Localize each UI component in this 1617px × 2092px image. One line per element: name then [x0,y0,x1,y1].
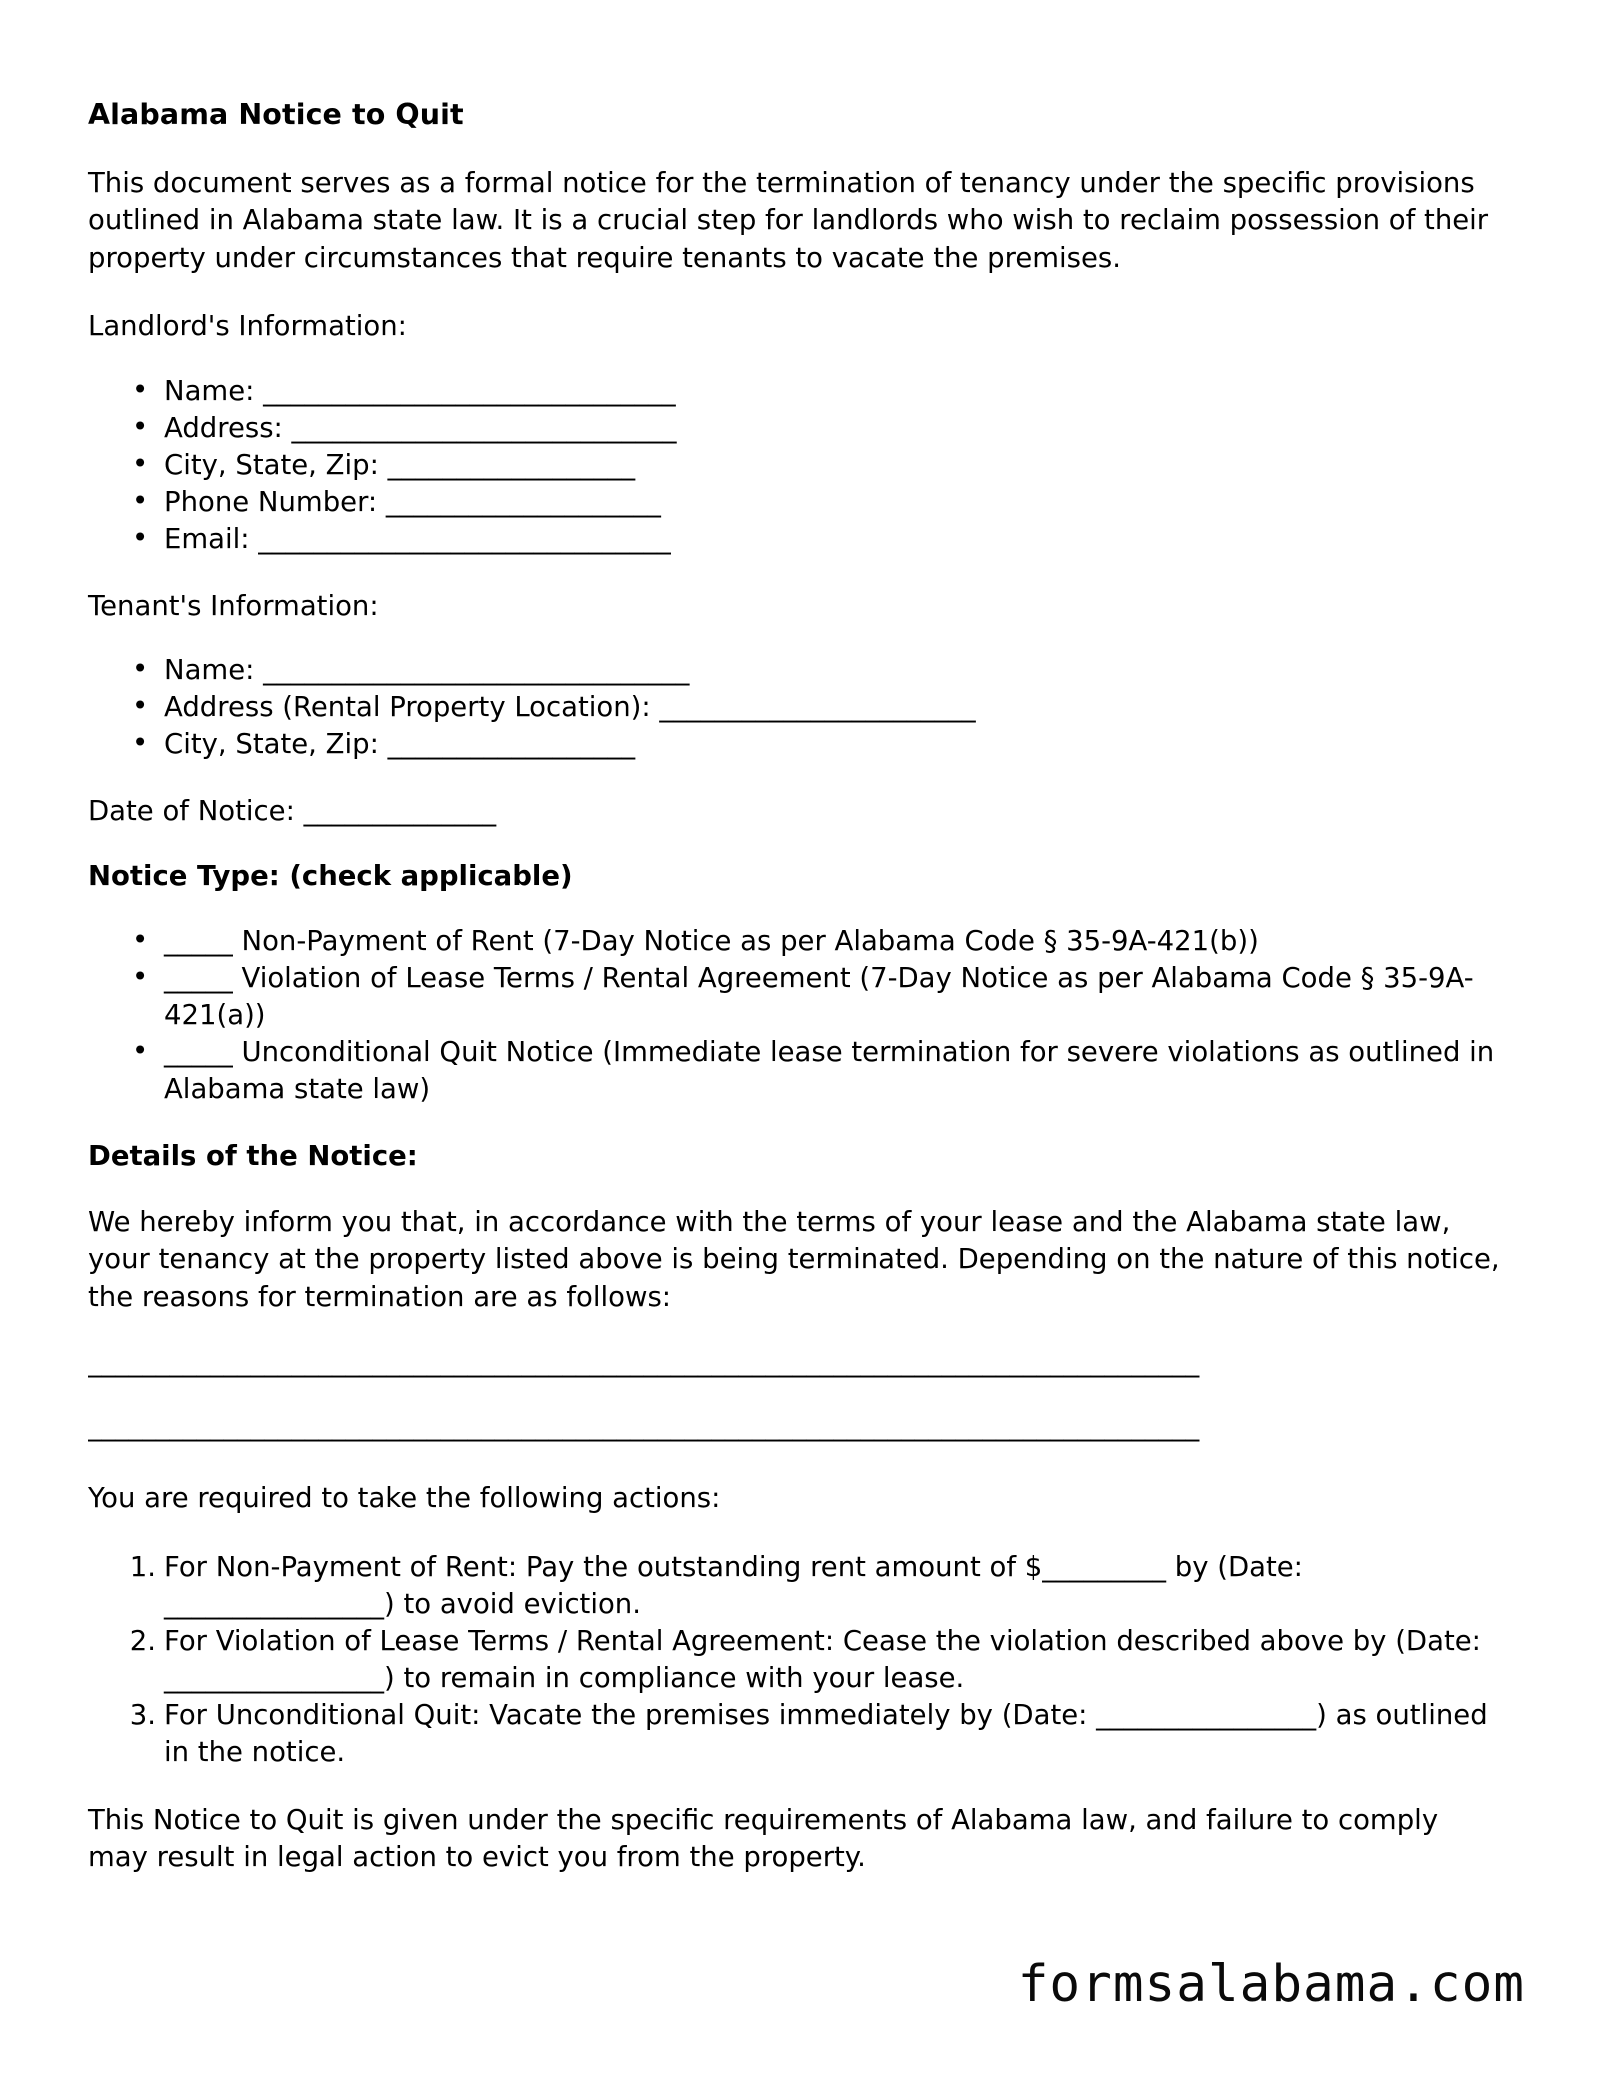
details-heading: Details of the Notice: [88,1140,418,1173]
notice-type-option-lease-violation[interactable]: • _____ Violation of Lease Terms / Rental Agreement (7-Day Notice as per Alabama Code § 35-9A-421(a)) [88,960,1505,1034]
list-item: • City, State, Zip: __________________ [88,447,1505,484]
details-paragraph: We hereby inform you that, in accordance with the terms of your lease and the Alabama state law, your tenancy at the property listed above is being terminated. Depending on the nature of this notice, the reasons for termination are as follows: [88,1205,1500,1313]
list-item: • Phone Number: ____________________ [88,484,1505,521]
closing-paragraph: This Notice to Quit is given under the specific requirements of Alabama law, and failure to comply may result in legal action to evict you from the property. [88,1803,1439,1874]
notice-type-option-unconditional-quit[interactable]: • _____ Unconditional Quit Notice (Immediate lease termination for severe violations as outlined in Alabama state law) [88,1034,1505,1108]
list-item: • Address: ____________________________ [88,410,1505,447]
list-item: For Unconditional Quit: Vacate the premises immediately by (Date: ________________) as outlined in the notice. [164,1698,1488,1768]
landlord-section-heading: Landlord's Information: [88,310,407,343]
list-item: • Name: _______________________________ [88,652,1505,689]
landlord-fields-list [88,373,1505,558]
list-item: For Violation of Lease Terms / Rental Agreement: Cease the violation described above by (Date: ________________) to remain in compliance with your lease. [164,1624,1481,1694]
list-item: • Email: ______________________________ [88,521,1505,558]
rule-spacer [88,1390,1505,1408]
tenant-fields-list [88,652,1505,763]
tenant-section-heading: Tenant's Information: [88,589,379,622]
date-of-notice-field: Date of Notice: ______________ [88,795,497,828]
notice-type-option-nonpayment[interactable]: • _____ Non-Payment of Rent (7-Day Notice as per Alabama Code § 35-9A-421(b)) [88,923,1505,960]
actions-intro: You are required to take the following actions: [88,1482,721,1515]
blank-rule-text: __________________________________________________________________________________ [88,1346,1200,1379]
site-watermark: formsalabama.com [1017,1955,1525,2014]
intro-paragraph: This document serves as a formal notice for the termination of tenancy under the specific provisions outlined in Alabama state law. It is a crucial step for landlords who wish to reclaim possession of their property under circumstances that require tenants to vacate the premises. [88,166,1489,274]
reason-blank-line-1[interactable] [88,1344,1468,1390]
list-item: For Non-Payment of Rent: Pay the outstanding rent amount of $_________ by (Date: ________________) to avoid eviction. [164,1550,1303,1620]
blank-rule-text: __________________________________________________________________________________ [88,1410,1200,1443]
list-item: • Address (Rental Property Location): _______________________ [88,689,1505,726]
notice-type-options-list [88,923,1505,1108]
list-item: • Name: ______________________________ [88,373,1505,410]
list-item: • City, State, Zip: __________________ [88,726,1505,763]
required-actions-list [88,1549,1505,1771]
reason-blank-line-2[interactable] [88,1408,1468,1454]
notice-type-heading: Notice Type: (check applicable) [88,859,573,892]
page-title: Alabama Notice to Quit [88,98,464,131]
